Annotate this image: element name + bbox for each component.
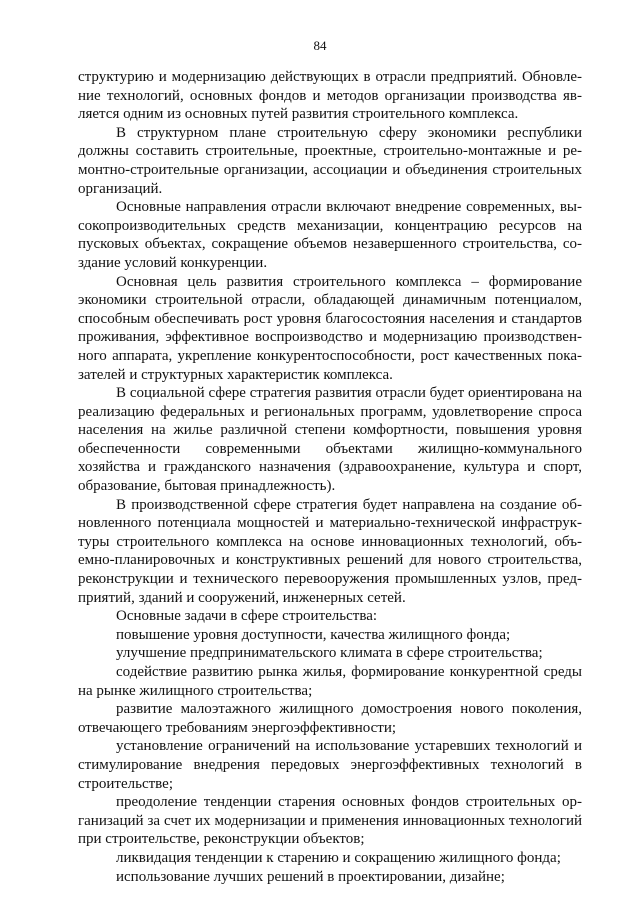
document-body <box>78 68 582 886</box>
task-item: содействие развитию рынка жилья, формирование конкурентной среды на рынке жилищного строительства; <box>78 664 582 699</box>
paragraph-2: В структурном плане строительную сферу экономики республики должны составить строительные, проектные, строительно-монтажные и ремонтно-строительные организации, ассоциации и объединения строительных организаций. <box>78 124 582 197</box>
paragraph-1: структурию и модернизацию действующих в отрасли предприятий. Обновление технологий, основных фондов и методов организации производства является одним из основных путей развития строительного комплекса. <box>78 69 582 123</box>
task-item: ликвидация тенденции к старению и сокращению жилищного фонда; <box>116 849 561 866</box>
task-item: улучшение предпринимательского климата в сфере строительства; <box>116 645 543 662</box>
tasks-heading: Основные задачи в сфере строительства: <box>116 608 378 625</box>
paragraph-3: Основные направления отрасли включают внедрение современных, высокопроизводительных средств механизации, концентрацию ресурсов на пусковых объектах, сокращение объемов незавершенного строительства, создание условий конкуренции. <box>78 199 582 271</box>
page-number: 84 <box>313 38 327 53</box>
paragraph-4: Основная цель развития строительного комплекса – формирование экономики строительной отрасли, обладающей динамичным потенциалом, способным обеспечивать рост уровня благосостояния населения и стандартов проживания, эффективное воспроизводство и модернизацию производственного аппарата, укрепление конкурентоспособности, рост качественных показателей и структурных характеристик комплекса. <box>78 273 582 383</box>
task-item: использование лучших решений в проектировании, дизайне; <box>116 868 505 885</box>
paragraph-6: В производственной сфере стратегия будет направлена на создание обновленного потенциала мощностей и материально-технической инфраструктуры строительного комплекса на основе инновационных технологий, объемно-планировочных и конструктивных решений для нового строительства, реконструкции и технического перевооружения промышленных узлов, предприятий, зданий и сооружений, инженерных сетей. <box>78 496 582 606</box>
task-item: развитие малоэтажного жилищного домостроения нового поколения, отвечающего требованиям энергоэффективности; <box>78 701 582 736</box>
task-item: установление ограничений на использование устаревших технологий и стимулирование внедрения передовых энергоэффективных технологий в строительстве; <box>78 738 582 792</box>
task-item: преодоление тенденции старения основных фондов строительных организаций за счет их модернизации и применения инновационных технологий при строительстве, реконструкции объектов; <box>78 794 582 848</box>
task-item: повышение уровня доступности, качества жилищного фонда; <box>116 626 511 643</box>
paragraph-5: В социальной сфере стратегия развития отрасли будет ориентирована на реализацию федеральных и региональных программ, удовлетворение спроса населения на жилье различной степени комфортности, повышения уровня обеспеченности современными объектами жилищно-коммунального хозяйства и гражданского назначения (здравоохранение, культура и спорт, образование, бытовая принадлежность). <box>78 385 582 495</box>
